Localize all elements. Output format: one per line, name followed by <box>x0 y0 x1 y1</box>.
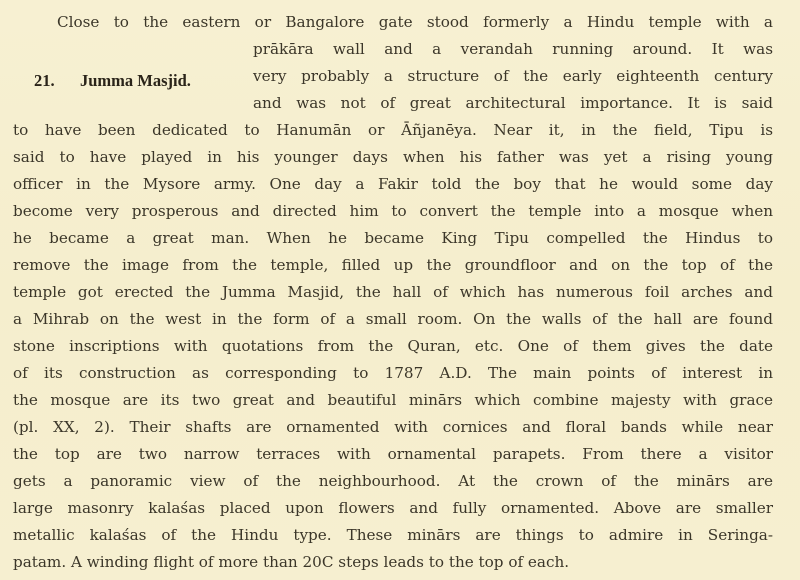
section-heading <box>34 71 191 91</box>
text-line-1: Close to the eastern or Bangalore gate stood formerly a Hindu temple with a <box>57 13 773 31</box>
text-line-11: temple got erected the Jumma Masjid, the hall of which has numerous foil arches and <box>13 283 773 301</box>
text-line-6: said to have played in his younger days when his father was yet a rising young <box>13 148 773 166</box>
text-line-18: gets a panoramic view of the neighbourhood. At the crown of the minārs are <box>13 472 773 490</box>
text-line-17: the top are two narrow terraces with ornamental parapets. From there a visitor <box>13 445 773 463</box>
text-line-12: a Mihrab on the west in the form of a small room. On the walls of the hall are found <box>13 310 773 328</box>
section-number: 21. <box>34 71 55 90</box>
text-line-5: to have been dedicated to Hanumān or Āñjanēya. Near it, in the field, Tipu is <box>13 121 773 139</box>
text-line-4: and was not of great architectural importance. It is said <box>253 94 773 112</box>
text-line-10: remove the image from the temple, filled up the groundfloor and on the top of the <box>13 256 773 274</box>
text-line-3: very probably a structure of the early eighteenth century <box>253 67 773 85</box>
text-line-16: (pl. XX, 2). Their shafts are ornamented with cornices and floral bands while near <box>13 418 773 436</box>
text-line-19: large masonry kalaśas placed upon flowers and fully ornamented. Above are smaller <box>13 499 773 517</box>
text-line-20: metallic kalaśas of the Hindu type. These minārs are things to admire in Seringa- <box>13 526 773 544</box>
section-title: Jumma Masjid. <box>80 71 191 90</box>
text-line-2: prākāra wall and a verandah running around. It was <box>253 40 773 58</box>
text-line-7: officer in the Mysore army. One day a Fakir told the boy that he would some day <box>13 175 773 193</box>
text-line-21: patam. A winding flight of more than 20C steps leads to the top of each. <box>13 553 570 571</box>
text-line-8: become very prosperous and directed him to convert the temple into a mosque when <box>13 202 773 220</box>
text-line-15: the mosque are its two great and beautiful minārs which combine majesty with grace <box>13 391 773 409</box>
text-line-14: of its construction as corresponding to 1787 A.D. The main points of interest in <box>13 364 773 382</box>
text-line-13: stone inscriptions with quotations from the Quran, etc. One of them gives the date <box>13 337 773 355</box>
text-line-9: he became a great man. When he became King Tipu compelled the Hindus to <box>13 229 773 247</box>
